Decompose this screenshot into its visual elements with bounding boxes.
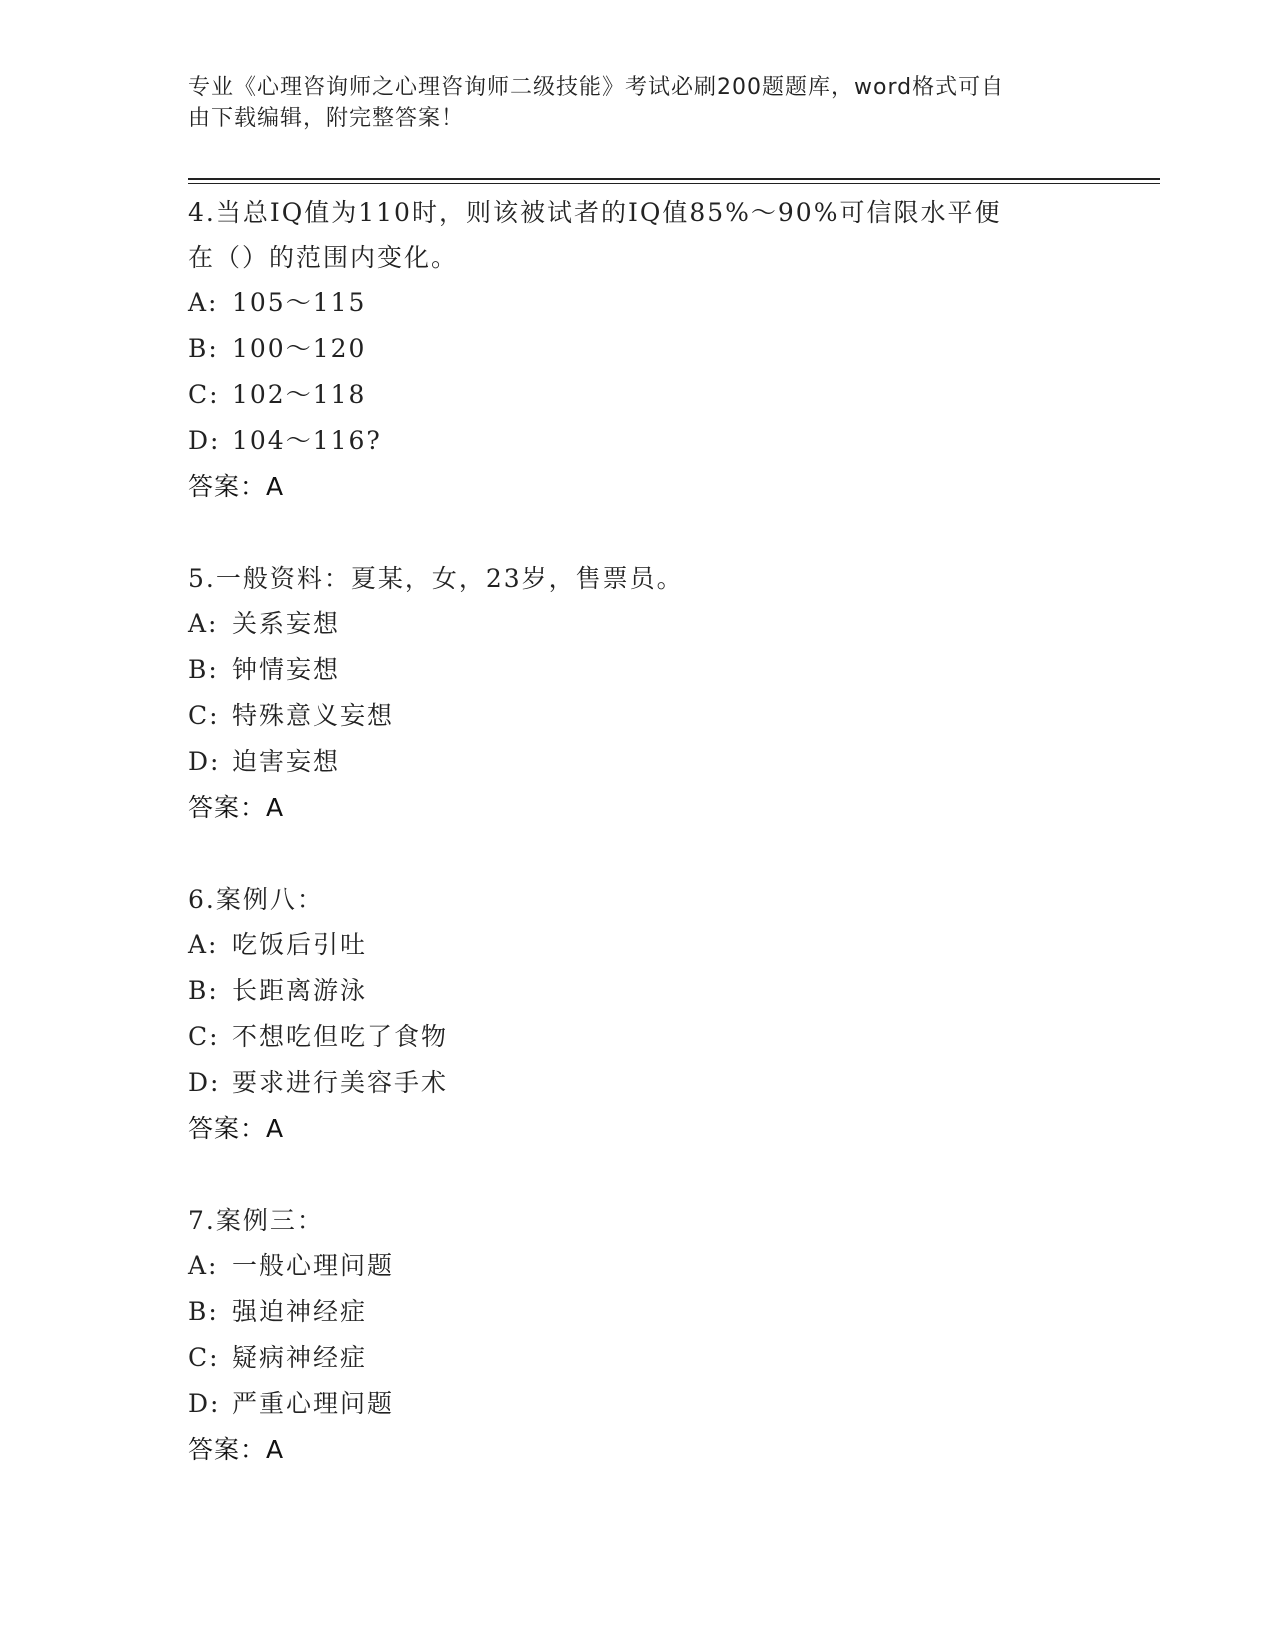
option-letter: A: [188,288,219,317]
option-letter: B: [188,655,219,684]
option-text: 吃饭后引吐 [232,930,368,959]
option-letter: C: [188,701,220,730]
option-letter: C: [188,380,220,409]
option-letter: D: [188,1389,221,1418]
question-6 [188,877,1088,1152]
option-c [188,693,1088,739]
option-text: 迫害妄想 [232,747,341,776]
option-a [188,601,1088,647]
option-text: 钟情妄想 [232,655,341,684]
option-d [188,739,1088,785]
option-d [188,1060,1088,1106]
question-stem: 4.当总IQ值为110时，则该被试者的IQ值85%～90%可信限水平便 [188,198,1002,227]
option-a [188,280,1088,326]
option-letter: B: [188,334,219,363]
header-divider-thin [188,183,1160,184]
option-text: 关系妄想 [232,609,341,638]
option-text: 严重心理问题 [232,1389,395,1418]
answer-line: 答案：A [188,1114,285,1143]
question-7 [188,1198,1088,1473]
question-5 [188,556,1088,831]
option-c [188,1335,1088,1381]
header-line-2: 由下载编辑，附完整答案！ [188,106,465,131]
option-letter: D: [188,747,221,776]
option-letter: A: [188,609,219,638]
header-line-1: 专业《心理咨询师之心理咨询师二级技能》考试必刷200题题库，word格式可自 [188,75,1005,100]
answer-line: 答案：A [188,472,285,501]
option-text: 强迫神经症 [232,1297,368,1326]
question-4 [188,190,1088,510]
option-c [188,372,1088,418]
option-letter: C: [188,1022,220,1051]
option-b [188,647,1088,693]
option-text: 要求进行美容手术 [232,1068,449,1097]
answer-line: 答案：A [188,1435,285,1464]
question-stem: 6.案例八： [188,885,324,914]
answer-line: 答案：A [188,793,285,822]
option-text: 105～115 [232,288,367,317]
question-list [188,190,1088,1519]
option-d [188,418,1088,464]
option-letter: B: [188,976,219,1005]
option-d [188,1381,1088,1427]
option-a [188,1243,1088,1289]
question-stem-continued: 在（）的范围内变化。 [188,243,459,272]
option-text: 102～118 [232,380,367,409]
document-header [188,72,1088,134]
option-letter: B: [188,1297,219,1326]
option-a [188,922,1088,968]
option-letter: A: [188,930,219,959]
question-stem: 5.一般资料：夏某，女，23岁，售票员。 [188,564,684,593]
option-letter: A: [188,1251,219,1280]
option-b [188,1289,1088,1335]
option-text: 100～120 [232,334,367,363]
option-letter: D: [188,426,221,455]
option-letter: C: [188,1343,220,1372]
option-text: 疑病神经症 [232,1343,368,1372]
option-text: 不想吃但吃了食物 [232,1022,449,1051]
option-b [188,968,1088,1014]
option-text: 长距离游泳 [232,976,368,1005]
option-text: 一般心理问题 [232,1251,395,1280]
option-letter: D: [188,1068,221,1097]
header-divider-thick [188,178,1160,180]
option-text: 104～116? [232,426,382,455]
option-b [188,326,1088,372]
question-stem: 7.案例三： [188,1206,324,1235]
option-c [188,1014,1088,1060]
option-text: 特殊意义妄想 [232,701,395,730]
